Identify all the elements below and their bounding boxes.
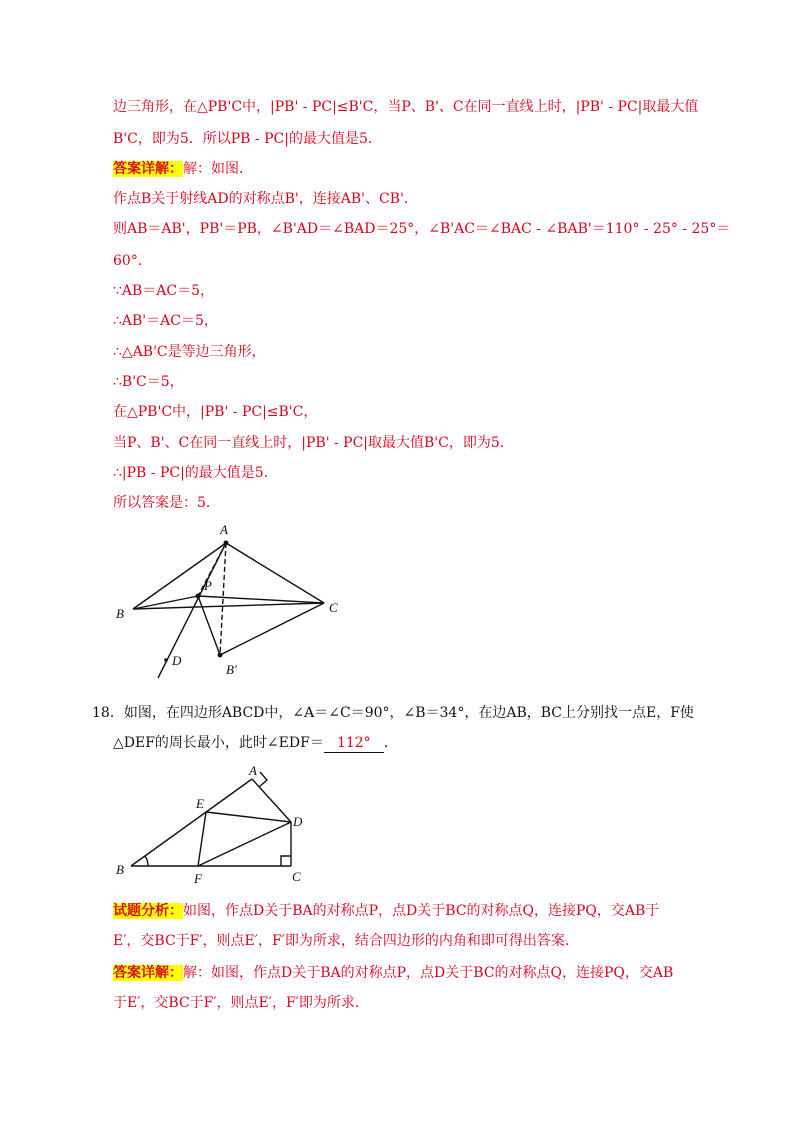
question-18-answer: 112° bbox=[324, 734, 384, 753]
fig1-label-d: D bbox=[172, 653, 182, 668]
analysis-tag: 试题分析： bbox=[113, 903, 183, 919]
text-line-14: 所以答案是：5． bbox=[113, 495, 220, 511]
fig2-label-a: A bbox=[249, 763, 257, 778]
text-line-5: 则AB＝AB'，PB'＝PB，∠B'AD＝∠BAD＝25°，∠B'AC＝∠BAC - ∠BAB'＝110° - 25° - 25°＝ bbox=[113, 221, 731, 237]
text-line-4: 作点B关于射线AD的对称点B'，连接AB'、CB'． bbox=[113, 191, 418, 207]
fig1-label-b: B bbox=[116, 606, 124, 621]
analysis-line-2: E′，交BC于F′，则点E′，F′即为所求，结合四边形的内角和即可得出答案． bbox=[113, 933, 579, 949]
text-line-13: ∴|PB - PC|的最大值是5． bbox=[113, 465, 278, 481]
fig2-label-f: F bbox=[194, 871, 202, 886]
analysis-text-1: 如图，作点D关于BA的对称点P，点D关于BC的对称点Q，连接PQ，交AB于 bbox=[183, 903, 660, 919]
fig2-label-e: E bbox=[196, 796, 204, 811]
text-line-11: 在△PB'C中，|PB' - PC|≤B'C， bbox=[113, 404, 318, 420]
answer-detail-intro: 解：如图． bbox=[183, 161, 253, 177]
fig2-label-d: D bbox=[293, 814, 303, 829]
text-line-8: ∴AB'＝AC＝5， bbox=[113, 313, 218, 329]
text-line-7: ∵AB＝AC＝5， bbox=[113, 283, 215, 299]
question-18-prefix: △DEF的周长最小，此时∠EDF＝ bbox=[113, 735, 324, 751]
text-line-1: 边三角形，在△PB'C中，|PB' - PC|≤B'C，当P、B'、C在同一直线上时，|PB' - PC|取最大值 bbox=[113, 99, 699, 115]
answer-detail-tag: 答案详解： bbox=[113, 161, 183, 177]
text-line-9: ∴△AB'C是等边三角形， bbox=[113, 344, 266, 360]
text-line-6: 60°． bbox=[113, 253, 152, 269]
question-18-suffix: ． bbox=[383, 735, 398, 751]
fig1-label-c: C bbox=[329, 600, 338, 615]
text-line-12: 当P、B'、C在同一直线上时，|PB' - PC|取最大值B'C，即为5． bbox=[113, 435, 514, 451]
question-18-line-1: 18．如图，在四边形ABCD中，∠A＝∠C＝90°，∠B＝34°，在边AB，BC上分别找一点E，F使 bbox=[92, 705, 694, 721]
fig2-label-b: B bbox=[116, 862, 124, 877]
fig2-label-c: C bbox=[292, 869, 301, 884]
text-line-2: B'C，即为5．所以PB - PC|的最大值是5． bbox=[113, 131, 382, 147]
fig1-label-b-prime: B′ bbox=[226, 662, 237, 677]
fig1-label-a: A bbox=[220, 522, 228, 537]
detail-text-1: 解：如图，作点D关于BA的对称点P，点D关于BC的对称点Q，连接PQ，交AB bbox=[183, 965, 674, 981]
analysis-line-1 bbox=[113, 902, 659, 920]
detail-line-1 bbox=[113, 964, 673, 982]
detail-line-2: 于E′，交BC于F′，则点E′，F′即为所求． bbox=[113, 995, 369, 1011]
fig1-label-p: P bbox=[204, 578, 212, 593]
detail-tag: 答案详解： bbox=[113, 965, 183, 981]
text-line-10: ∴B'C＝5， bbox=[113, 374, 184, 390]
